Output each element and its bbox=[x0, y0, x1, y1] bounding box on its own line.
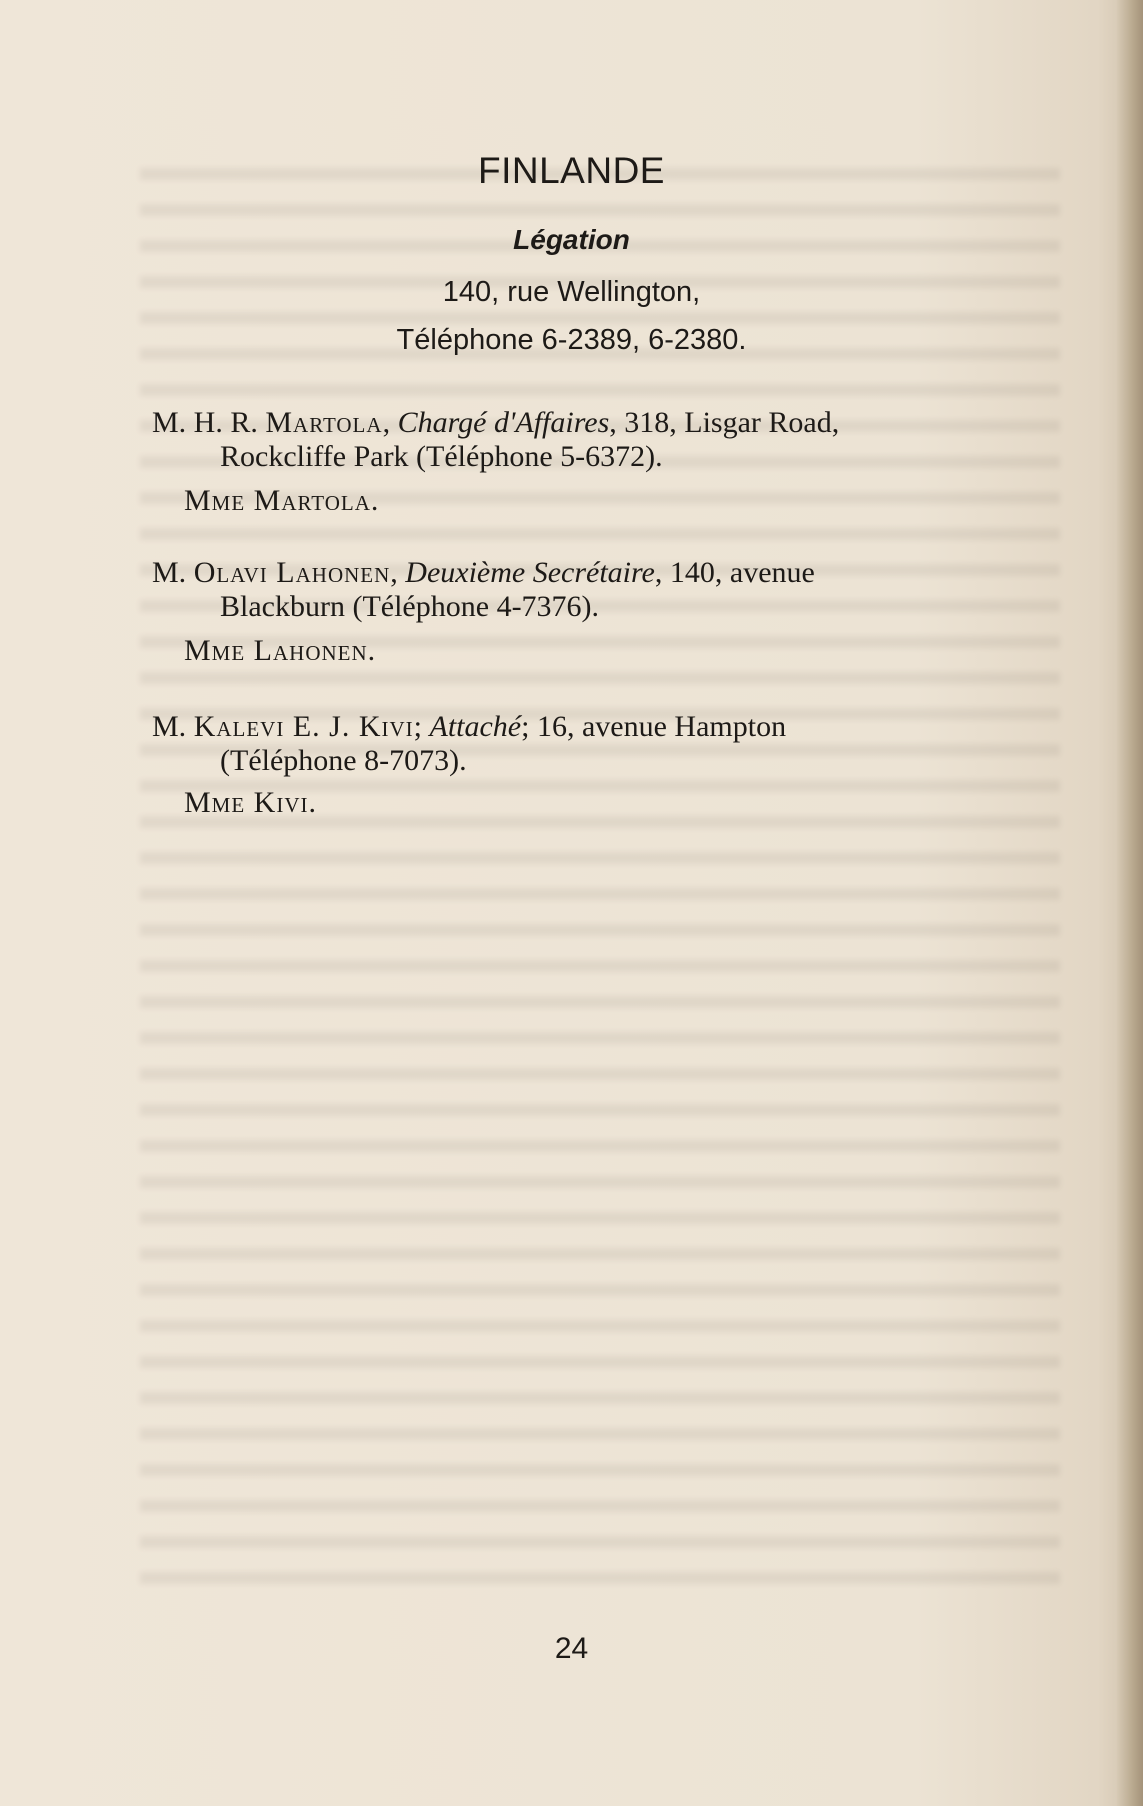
entry-address-cont: Blackburn (Téléphone 4-7376). bbox=[220, 590, 600, 623]
entry-spouse: Mme Martola. bbox=[184, 484, 380, 517]
book-spine-edge bbox=[1117, 0, 1143, 1806]
entry-spouse: Mme Lahonen. bbox=[184, 634, 377, 667]
entry-separator: , bbox=[390, 556, 406, 589]
entry-spouse: Mme Kivi. bbox=[184, 786, 317, 819]
staff-entry bbox=[152, 556, 1057, 624]
mission-type: Légation bbox=[513, 224, 630, 255]
entry-address-cont: Rockcliffe Park (Téléphone 5-6372). bbox=[220, 440, 663, 473]
entry-prefix: M. H. R. bbox=[152, 406, 266, 439]
mission-address: 140, rue Wellington, bbox=[442, 276, 701, 308]
entry-address-cont: (Téléphone 8-7073). bbox=[220, 744, 467, 777]
entry-separator: ; bbox=[413, 710, 430, 743]
mission-telephone: Téléphone 6-2389, 6-2380. bbox=[396, 324, 747, 356]
entry-separator: , bbox=[382, 406, 398, 439]
staff-entry bbox=[152, 406, 1057, 474]
entry-title: Deuxième Secrétaire bbox=[405, 556, 655, 589]
entry-name: Kalevi E. J. Kivi bbox=[193, 710, 414, 743]
entry-address: , 318, Lisgar Road, bbox=[609, 406, 840, 439]
country-heading: FINLANDE bbox=[478, 150, 665, 191]
entry-prefix: M. bbox=[152, 556, 194, 589]
entry-title: Chargé d'Affaires bbox=[397, 406, 610, 439]
entry-name: Olavi Lahonen bbox=[193, 556, 391, 589]
entry-address: ; 16, avenue Hampton bbox=[521, 710, 787, 743]
entry-prefix: M. bbox=[152, 710, 194, 743]
page-number: 24 bbox=[554, 1632, 589, 1665]
entry-address: , 140, avenue bbox=[654, 556, 815, 589]
entry-name: Martola bbox=[265, 406, 383, 439]
entry-title: Attaché bbox=[429, 710, 522, 743]
staff-entry bbox=[152, 710, 1057, 778]
